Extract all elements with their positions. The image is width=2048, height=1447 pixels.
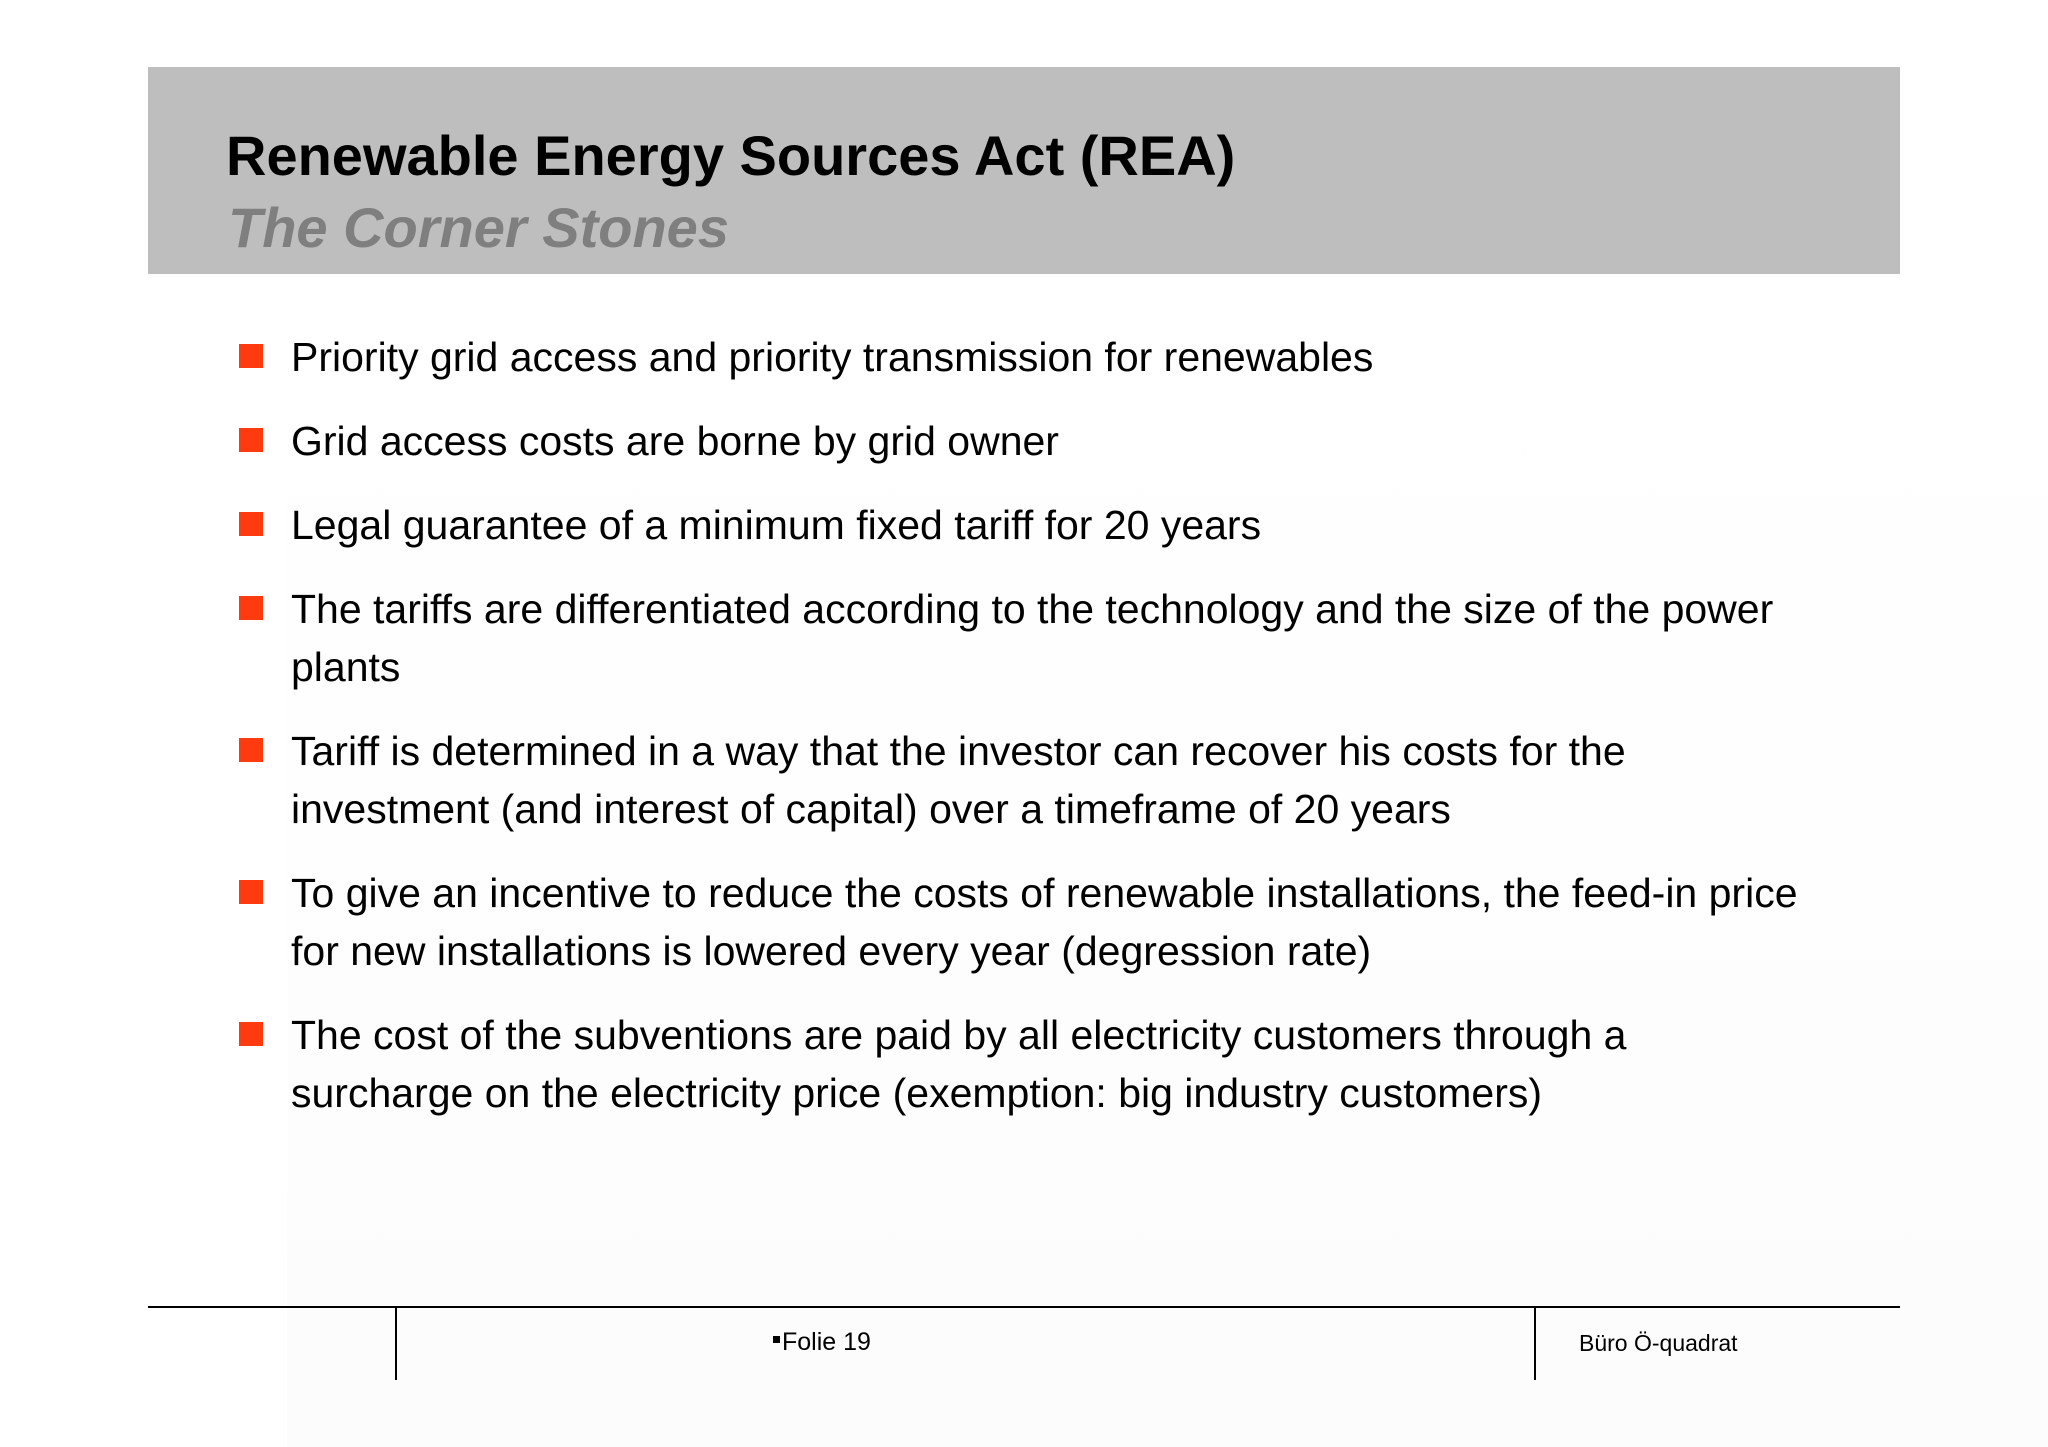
bullet-item: [236, 864, 1816, 980]
bullet-text: The cost of the subventions are paid by all electricity customers through a surcharge on the electricity price (exemption: big industry customers): [291, 1012, 1627, 1116]
square-bullet-icon: [239, 1022, 263, 1046]
bullet-item: [236, 496, 1816, 554]
bullet-text: Grid access costs are borne by grid owner: [291, 418, 1059, 464]
square-bullet-icon: [239, 512, 263, 536]
square-bullet-icon: [239, 738, 263, 762]
footer-divider-left: [395, 1306, 397, 1380]
footer-rule: [148, 1306, 1900, 1308]
bullet-item: [236, 412, 1816, 470]
footer-divider-right: [1534, 1306, 1536, 1380]
organization-name: Büro Ö-quadrat: [1579, 1330, 1738, 1356]
bullet-text: Tariff is determined in a way that the investor can recover his costs for the investment (and interest of capital) over a timeframe of 20 years: [291, 728, 1626, 832]
square-bullet-icon: [239, 880, 263, 904]
slide-subtitle: The Corner Stones: [228, 196, 729, 259]
bullet-text: To give an incentive to reduce the costs of renewable installations, the feed-in price for new installations is lowered every year (degression rate): [291, 870, 1798, 974]
slide-title: Renewable Energy Sources Act (REA): [226, 124, 1236, 187]
bullet-item: [236, 328, 1816, 386]
square-bullet-icon: [239, 344, 263, 368]
small-square-icon: [773, 1336, 780, 1343]
bullet-text: Legal guarantee of a minimum fixed tariff for 20 years: [291, 502, 1262, 548]
slide-number: [773, 1328, 871, 1357]
bullet-text: Priority grid access and priority transmission for renewables: [291, 334, 1374, 380]
bullet-text: The tariffs are differentiated according to the technology and the size of the power plants: [291, 586, 1774, 690]
bullet-list: [236, 328, 1816, 1148]
bullet-item: [236, 1006, 1816, 1122]
square-bullet-icon: [239, 596, 263, 620]
square-bullet-icon: [239, 428, 263, 452]
bullet-item: [236, 722, 1816, 838]
bullet-item: [236, 580, 1816, 696]
slide-number-label: Folie 19: [782, 1328, 871, 1356]
